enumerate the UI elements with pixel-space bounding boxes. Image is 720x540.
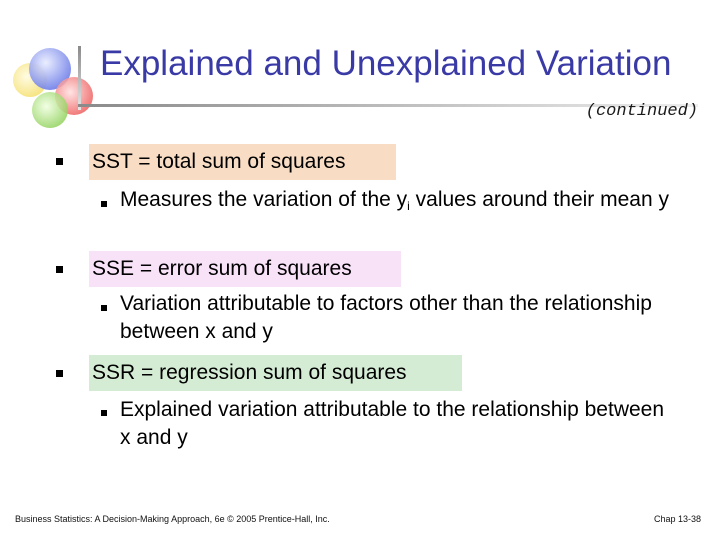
sst-description-text: Measures the variation of the y [120, 188, 408, 211]
slide-subtitle: (continued) [585, 102, 698, 121]
ssr-heading [89, 355, 462, 391]
slide-title: Explained and Unexplained Variation [100, 44, 672, 83]
colored-circles-logo [10, 44, 98, 132]
footer-page-number: Chap 13-38 [653, 514, 701, 524]
bullet-marker [101, 305, 107, 311]
sst-heading-text: SST = total sum of squares [92, 150, 346, 173]
bullet-marker [101, 201, 107, 207]
footer-citation: Business Statistics: A Decision-Making Approach, 6e © 2005 Prentice-Hall, Inc. [15, 514, 330, 524]
ssr-heading-text: SSR = regression sum of squares [92, 361, 407, 384]
bullet-marker [56, 266, 63, 273]
bullet-marker [56, 158, 63, 165]
title-vertical-rule [78, 46, 81, 110]
ssr-description: Explained variation attributable to the relationship between x and y [120, 398, 665, 449]
sst-description-text-end: values around their mean y [409, 188, 669, 211]
sse-description: Variation attributable to factors other than the relationship between x and y [120, 292, 652, 343]
sse-heading-text: SSE = error sum of squares [92, 257, 352, 280]
sst-heading [89, 144, 396, 180]
bullet-marker [101, 410, 107, 416]
subscript-i: i [407, 199, 410, 213]
sse-heading [89, 251, 401, 287]
bullet-marker [56, 370, 63, 377]
sst-description [120, 186, 680, 220]
